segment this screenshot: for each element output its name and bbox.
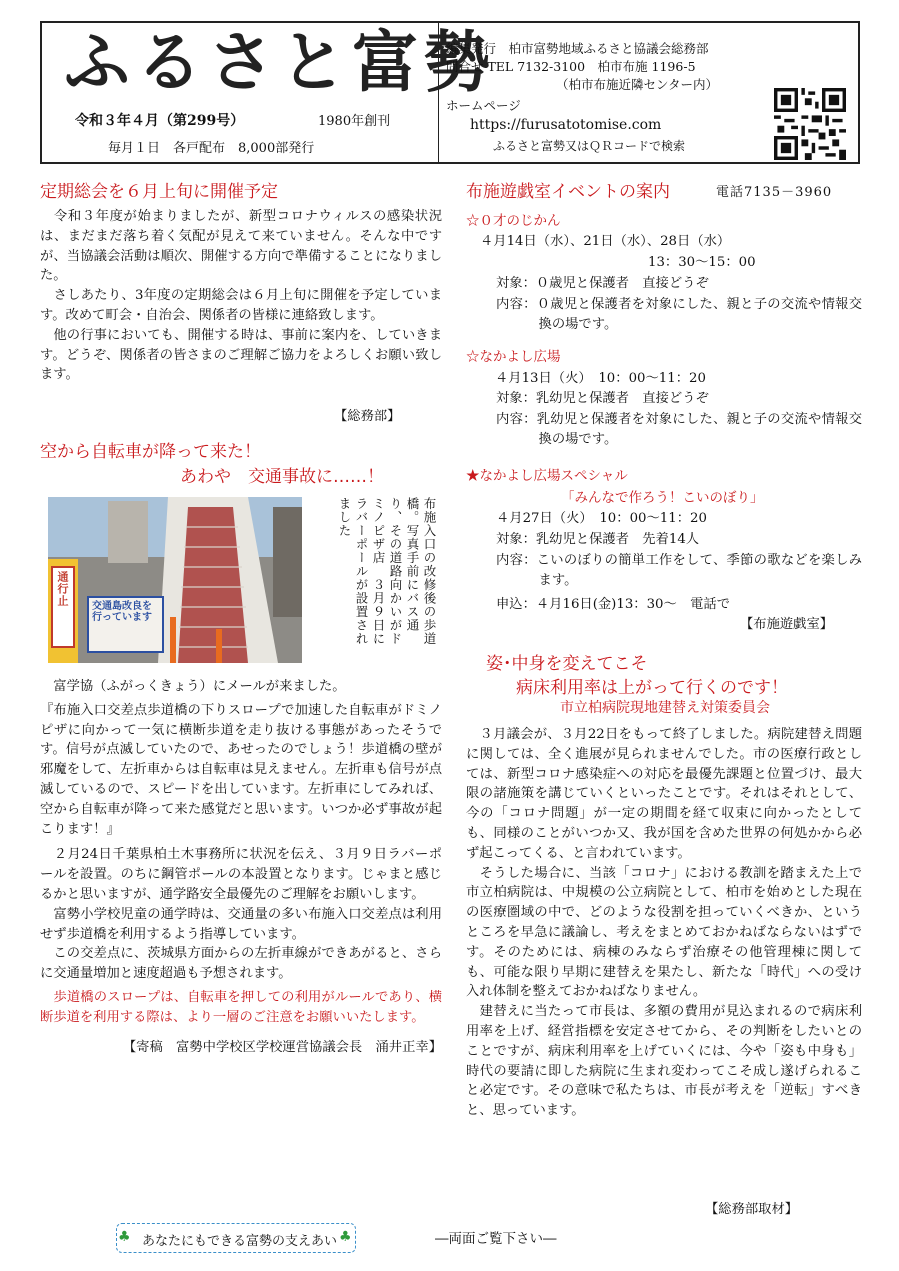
article1-title: 定期総会を６月上旬に開催予定: [40, 182, 278, 202]
event1-target: 対象：０歳児と保護者 直接どうぞ: [496, 276, 709, 291]
homepage-label: ホームページ: [446, 98, 521, 113]
event2-date: ４月13日（火） 10：00～11：20: [495, 371, 706, 386]
publisher: 編集発行 柏市富勢地域ふるさと協議会総務部: [446, 41, 709, 56]
event1-title: ☆０才のじかん: [466, 213, 561, 229]
article2-intro: 富学協（ふがっくきょう）にメールが来ました。: [40, 679, 346, 694]
photo-sign-text: 交通島改良を行っています: [92, 601, 152, 623]
article2-body: [40, 677, 442, 1057]
article4-paragraph: 建替えに当たって市長は、多額の費用が見込まれるので病床利用率を上げ、経営指標を安定させてから、その判断をしたいとのことですが、病床利用率を上げていくには、今や「姿も中身も」時代の要請に即した病院に生まれ変わってこそ成し遂げられること必定です。その意味で私たちは、市長が考えを「逆転」すべきと、思っています。: [466, 1004, 862, 1119]
event2-target: 対象：乳幼児と保護者 直接どうぞ: [496, 391, 709, 406]
article1-paragraph: さしあたり、3年度の定期総会は６月上旬に開催を予定しています。改めて町会・自治会、関係者の皆様に連絡致します。: [40, 288, 442, 323]
article3-sign: 【布施遊戯室】: [740, 617, 834, 632]
article2-title-sub: あわや 交通事故に……！: [180, 467, 384, 487]
founded-year: 1980年創刊: [318, 114, 391, 129]
article4-body: [466, 725, 862, 1121]
event2-content: 内容：乳幼児と保護者を対象にした、親と子の交流や情報交換の場です。: [496, 412, 862, 447]
article1-paragraph: 他の行事においても、開催する時は、事前に案内を、していきます。どうぞ、関係者の皆さまのご理解ご協力をよろしくお願い致します。: [40, 327, 442, 383]
article3-title: 布施遊戯室イベントの案内: [466, 182, 670, 202]
contact: 問合せ TEL 7132-3100 柏市布施 1196-5: [446, 59, 696, 74]
event3-subtitle: 「みんなで作ろう！こいのぼり」: [561, 490, 764, 506]
article2-sign: 【寄稿 富勢中学校区学校運営協議会長 涌井正幸】: [122, 1039, 442, 1055]
article4-title-sub: 病床利用率は上がって行くのです！: [516, 678, 788, 698]
event3-target: 対象：乳幼児と保護者 先着14人: [496, 532, 700, 547]
article4-sign: 【総務部取材】: [705, 1202, 799, 1217]
article1-paragraph: 令和３年度が始まりましたが、新型コロナウィルスの感染状況は、まだまだ落ち着く気配が見えて来ていません。そんな中ですが、当協議会活動は順次、開催する方向で準備することになりました。: [40, 209, 442, 284]
qr-code-icon[interactable]: [774, 88, 846, 160]
person-icon: ♣: [118, 1229, 131, 1245]
event2-title: ☆なかよし広場: [466, 349, 561, 365]
turn-page-note: ―両面ご覧下さい―: [435, 1231, 557, 1247]
article2-title: 空から自転車が降って来た！: [40, 442, 261, 462]
article2-quote: 『布施入口交差点歩道橋の下りスロープで加速した自転車がドミノピザに向かって一気に横断歩道を走り抜ける事態があったそうです。信号が点滅していたので、あせったのでしょう！歩道橋の壁が邪魔をして、左折車からは自転車は見えません。左折車も信号が点滅しているので、スピードを出しています。左折車にしてみれば、空から自転車が降って来た感覚だと思います。いつか必ず事故が起こります！』: [40, 702, 442, 837]
article4-title: 姿･中身を変えてこそ: [486, 654, 648, 674]
article4-paragraph: そうした場合に、当該「コロナ」における教訓を踏まえた上で市立柏病院は、中規模の公立病院として、柏市を始めとした現在の医療圏域の中で、どのような役割を担っていくべきか、というところを早急に議論し、考えをまとめておかねばならないはずです。そのためには、病棟のみならず治療その他管理棟に関しても、可能な限り早期に建替えを果たし、新たな「時代」への受け入れ体制を整えておかねばなりません。: [466, 865, 862, 1000]
article3-phone: 電話7135－3960: [716, 185, 833, 200]
event3-title: ★なかよし広場スペシャル: [466, 468, 628, 484]
photo-caption: 布施入口の改修後の歩道橋。写真手前にバス通り、その道路向かいがドミノピザ店 ３月９日にラバーポールが設置されました: [337, 497, 437, 646]
photo-closed-sign: 通行止: [56, 571, 69, 607]
article1-body: [40, 207, 442, 385]
homepage-url[interactable]: https://furusatotomise.com: [470, 117, 662, 133]
event3-apply: 申込：４月16日(金)13：30～ 電話で: [496, 597, 730, 612]
article1-sign: 【総務部】: [334, 409, 401, 424]
article2-paragraph: この交差点に、茨城県方面からの左折車線ができあがると、さらに交通量増加と速度超過も予想されます。: [40, 946, 442, 982]
event1-time: 13：30～15：00: [648, 255, 756, 270]
article2-paragraph: ２月24日千葉県柏土木事務所に状況を伝え、３月９日ラバーポールを設置。のちに鋼管ポールの本設置となります。じゃまと感じるかと思いますが、通学路安全最優先のご理解をお願いします。: [40, 847, 442, 902]
distribution-info: 毎月１日 各戸配布 8,000部発行: [108, 141, 315, 156]
event3-content: 内容：こいのぼりの簡単工作をして、季節の歌などを楽しみます。: [496, 553, 862, 588]
article2-notice: 歩道橋のスロープは、自転車を押しての利用がルールであり、横断歩道を利用する際は、より一層のご注意をお願いいたします。: [40, 989, 442, 1025]
event1-content: 内容：０歳児と保護者を対象にした、親と子の交流や情報交換の場です。: [496, 297, 862, 332]
article4-subtitle: 市立柏病院現地建替え対策委員会: [560, 700, 770, 716]
contact-sub: （柏市布施近隣センター内）: [556, 77, 719, 92]
article4-paragraph: ３月議会が、３月22日をもって終了しました。病院建替え問題に関しては、全く進展が見られませんでした。市の医療行政としては、新型コロナ感染症への対応を最優先課題と位置づけ、最大限の諸施策を講じていくといったことです。それはそれとして、今の「コロナ問題」が一定の期間を経て収束に向かったとしても、同様のことがいつか又、我が国を含めた世界の何処かから必ず起こってくる、と言われています。: [466, 727, 862, 861]
support-banner-text: あなたにもできる富勢の支えあい: [142, 1234, 338, 1249]
event1-date: ４月14日（水）、21日（水）、28日（水）: [480, 234, 731, 249]
event3-date: ４月27日（火） 10：00～11：20: [496, 511, 707, 526]
footbridge-photo: [48, 497, 302, 663]
newsletter-logo: ふるさと富勢: [64, 23, 496, 101]
issue-number: 令和３年４月（第299号）: [75, 113, 245, 129]
search-hint: ふるさと富勢又はＱＲコードで検索: [493, 139, 686, 153]
person-icon: ♣: [339, 1229, 352, 1245]
article2-paragraph: 富勢小学校児童の通学時は、交通量の多い布施入口交差点は利用せず歩道橋を利用するよう指導しています。: [40, 906, 442, 942]
